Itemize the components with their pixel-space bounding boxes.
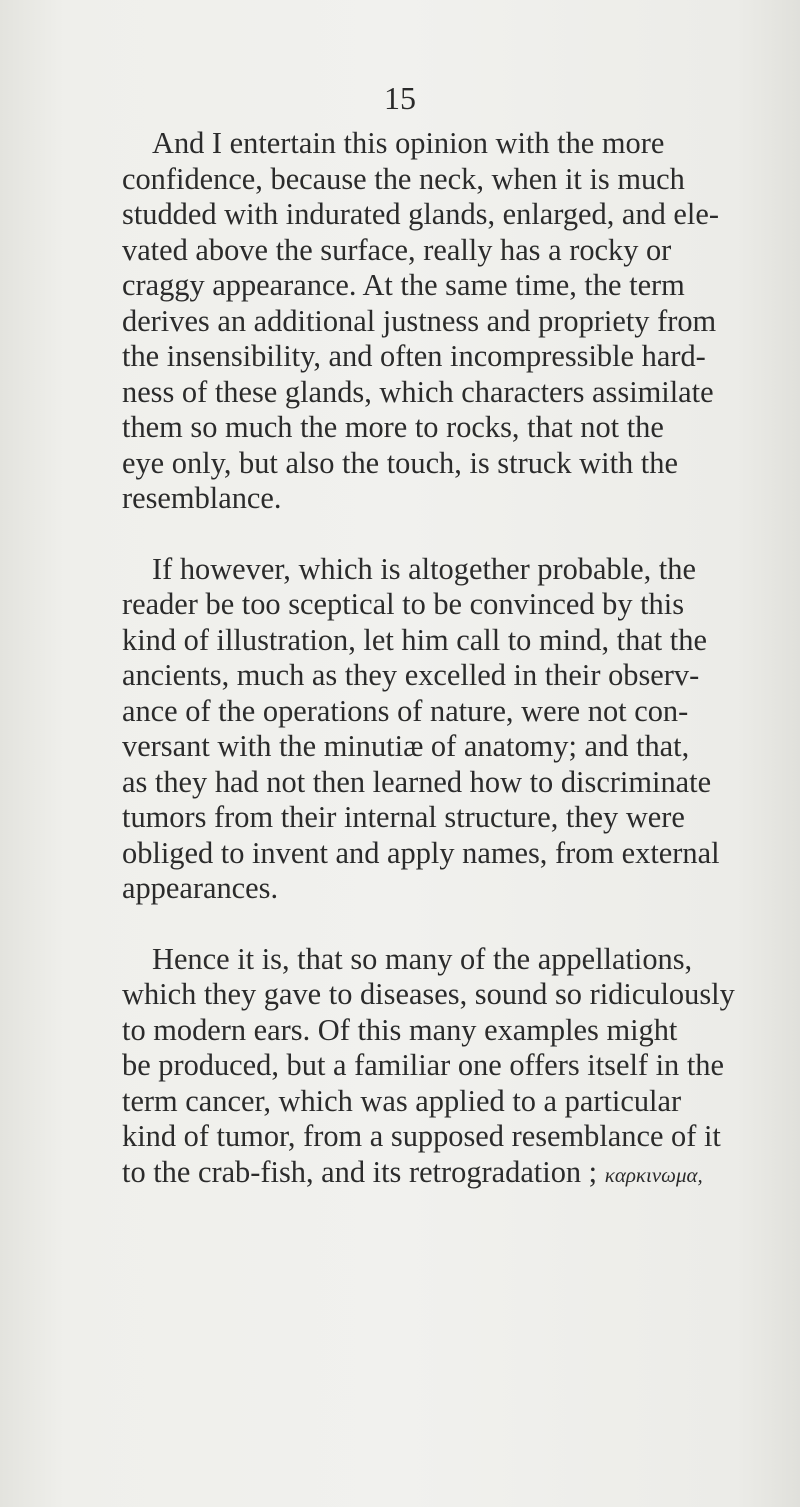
text-line: them so much the more to rocks, that not the (122, 410, 664, 444)
text-line: studded with indurated glands, enlarged, and ele- (122, 197, 719, 231)
text-line: eye only, but also the touch, is struck with the (122, 445, 678, 480)
paragraph-3 (122, 941, 735, 1194)
text-line (122, 1155, 708, 1194)
text-line: vated above the surface, really has a rocky or (122, 232, 672, 267)
text-line: If however, which is altogether probable, the (152, 551, 696, 586)
text-line: obliged to invent and apply names, from external (122, 835, 720, 870)
text-line: derives an additional justness and propriety from (122, 303, 717, 338)
greek-word: καρκινωμα, (604, 1162, 703, 1187)
body-text (122, 126, 735, 1228)
text-line: ance of the operations of nature, were not con- (122, 693, 689, 728)
text-line: appearances. (122, 871, 279, 905)
text-line: confidence, because the neck, when it is much (122, 161, 685, 196)
text-line-body: to the crab-fish, and its retrogradation ; (122, 1154, 598, 1189)
text-line: kind of tumor, from a supposed resemblance of it (122, 1119, 721, 1153)
text-line: resemblance. (122, 481, 282, 515)
text-line: craggy appearance. At the same time, the term (122, 268, 685, 302)
text-line: term cancer, which was applied to a particular (122, 1083, 682, 1118)
text-line: tumors from their internal structure, they were (122, 800, 685, 834)
text-line: And I entertain this opinion with the more (152, 126, 665, 160)
text-line: the insensibility, and often incompressible hard- (122, 339, 706, 373)
text-line: ness of these glands, which characters assimilate (122, 374, 714, 409)
text-line: as they had not then learned how to discriminate (122, 764, 712, 799)
text-line: be produced, but a familiar one offers itself in the (122, 1048, 724, 1082)
text-line: kind of illustration, let him call to mind, that the (122, 622, 707, 657)
text-line: versant with the minutiæ of anatomy; and that, (122, 729, 690, 763)
text-line: which they gave to diseases, sound so ridiculously (122, 977, 735, 1011)
text-line: ancients, much as they excelled in their observ- (122, 658, 700, 692)
text-line: Hence it is, that so many of the appellations, (152, 941, 693, 976)
text-line: to modern ears. Of this many examples might (122, 1012, 678, 1047)
paragraph-2 (122, 551, 720, 907)
page-number: 15 (384, 80, 416, 116)
paragraph-1 (122, 126, 719, 517)
text-line: reader be too sceptical to be convinced by this (122, 587, 685, 621)
